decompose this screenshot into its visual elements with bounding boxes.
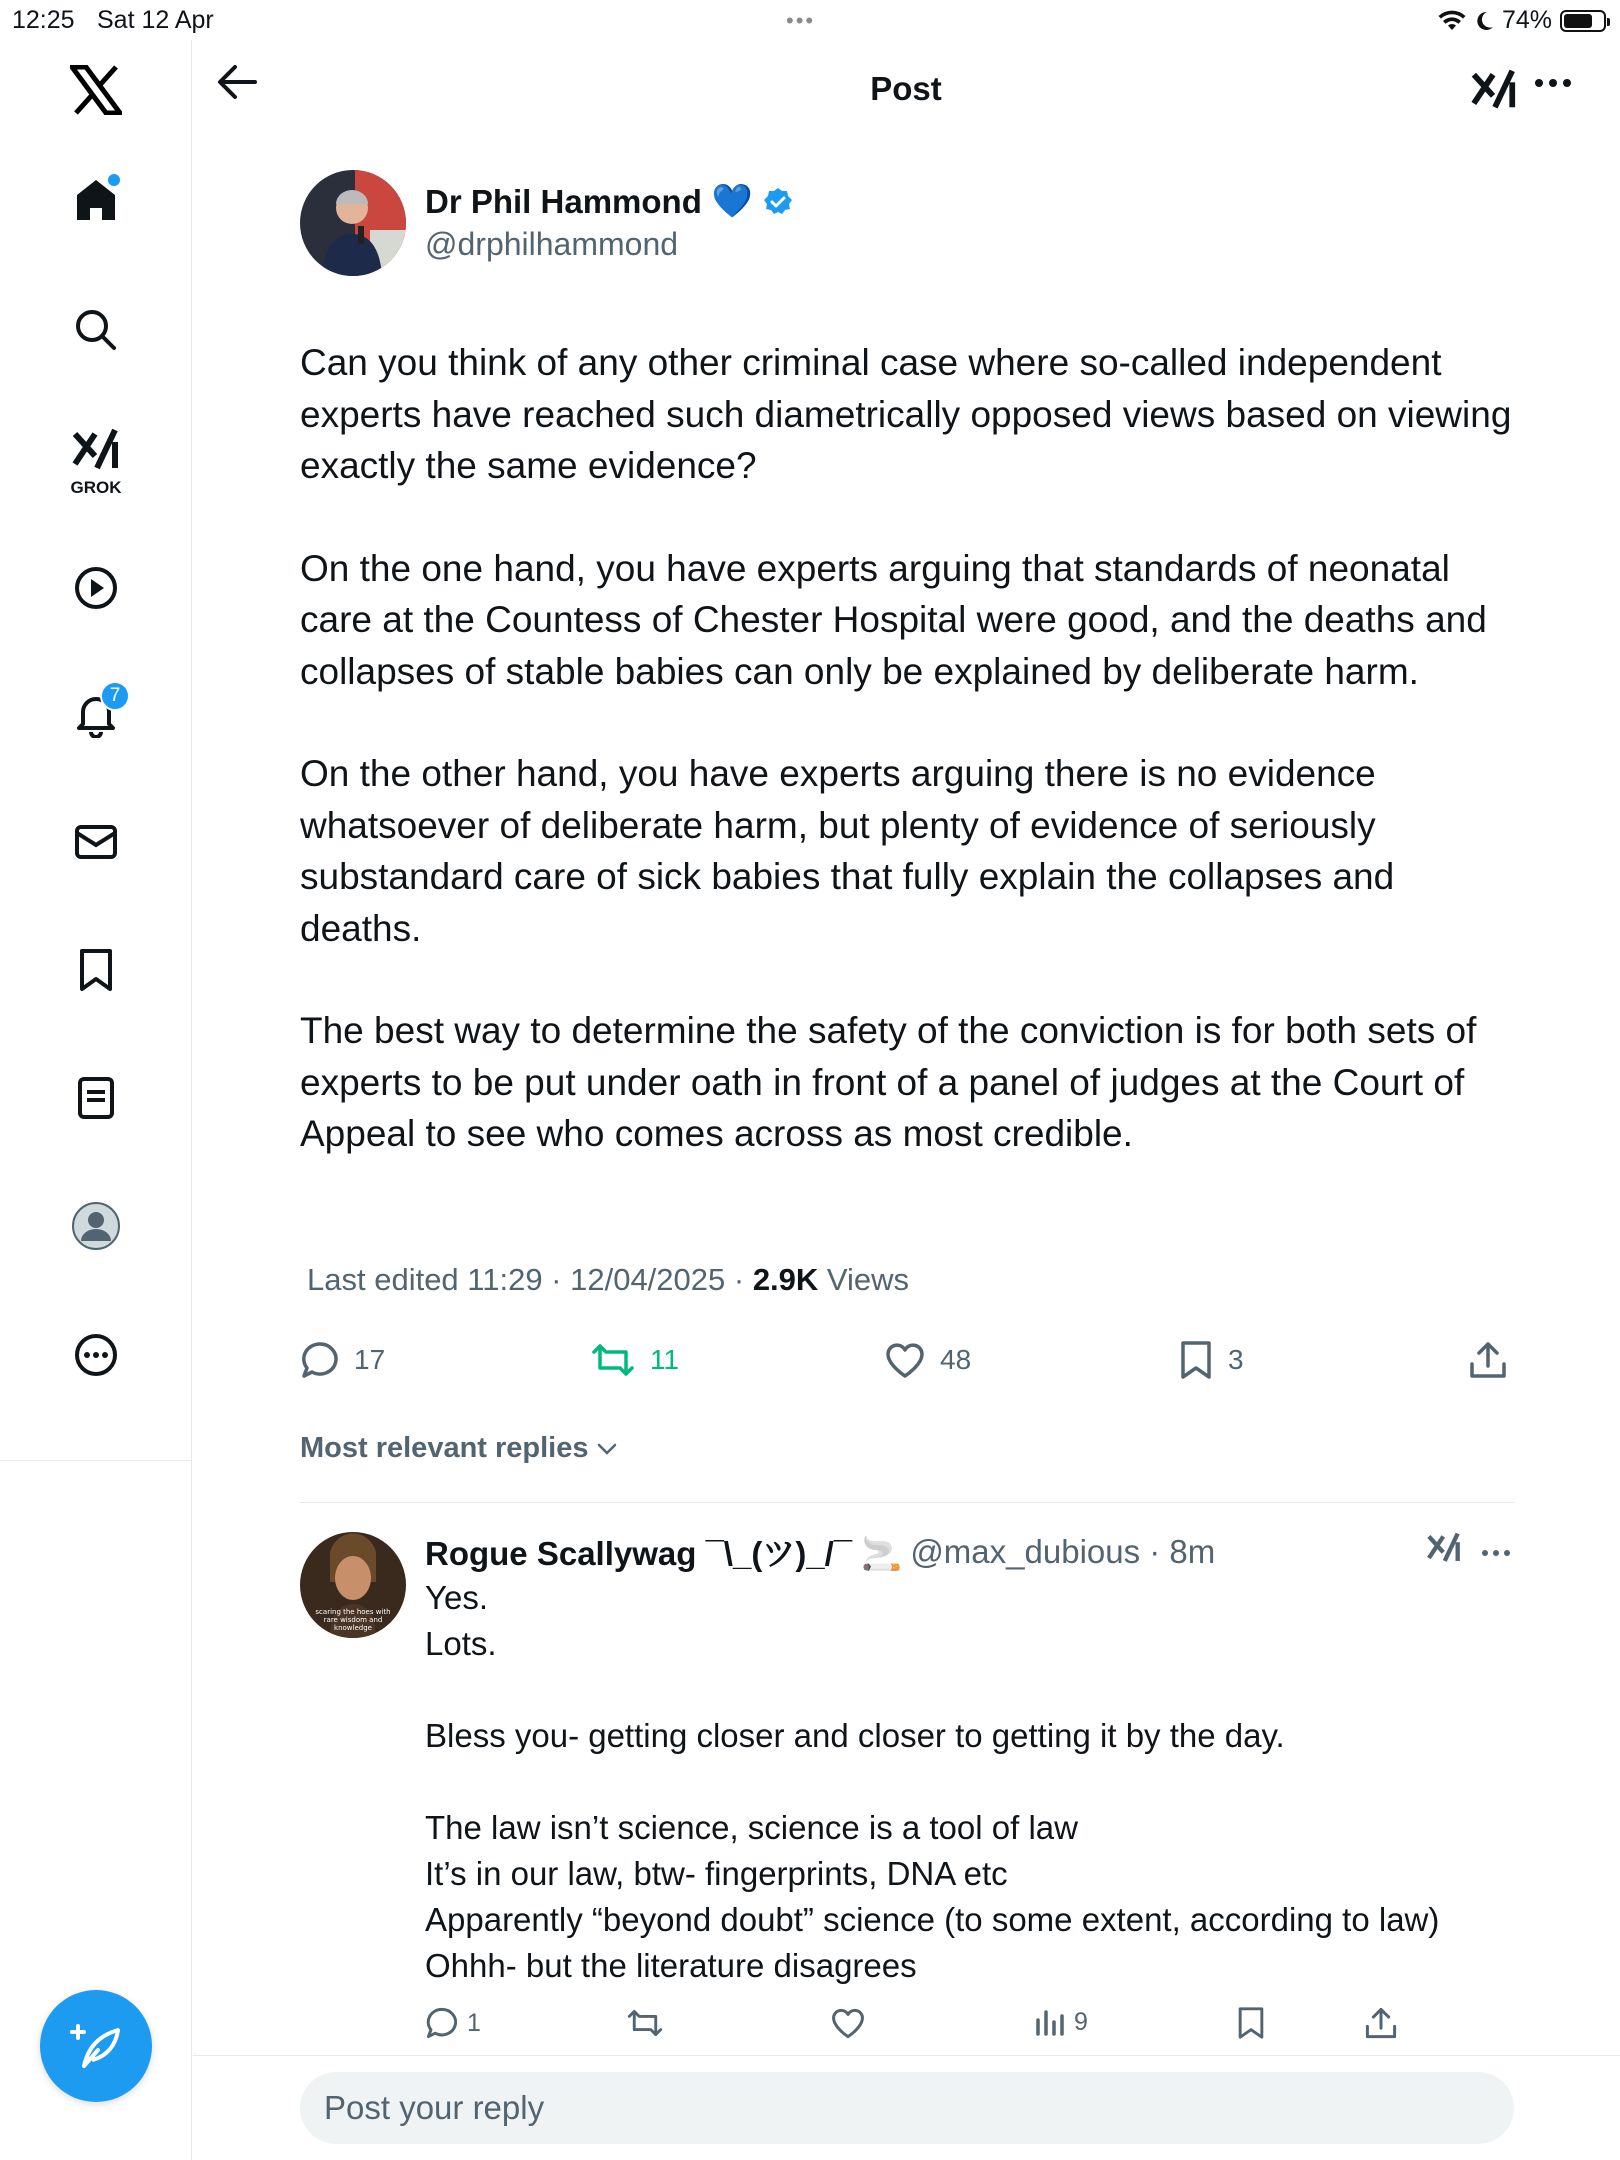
reply-like-action[interactable] (830, 2006, 866, 2040)
reply-avatar[interactable] (300, 1532, 406, 1638)
repost-icon (626, 2006, 664, 2040)
post-paragraph: Can you think of any other criminal case where so-called independent experts have reached such diametrically opposed views based on viewing exactly the same evidence? (300, 342, 1512, 486)
rail-divider (0, 1460, 192, 1461)
share-action[interactable] (1468, 1340, 1508, 1380)
blue-heart-emoji: 💙 (711, 182, 753, 219)
like-action[interactable] (884, 1340, 971, 1380)
author-avatar[interactable] (300, 170, 406, 276)
nav-notifications[interactable] (66, 685, 126, 745)
nav-home[interactable] (66, 170, 126, 230)
header-more-button[interactable] (1533, 76, 1573, 94)
reply-repost-action[interactable] (626, 2006, 664, 2040)
more-horizontal-icon (1480, 1548, 1512, 1558)
reply-line: The law isn’t science, science is a tool of law (425, 1809, 1078, 1846)
author-name[interactable] (425, 182, 793, 221)
reply-views-action[interactable] (1034, 2006, 1088, 2038)
reply-reply-action[interactable] (425, 2006, 481, 2040)
grok-icon (1470, 66, 1518, 114)
post-meta (307, 1262, 909, 1298)
reply-count: 17 (354, 1344, 386, 1375)
reply-line: Apparently “beyond doubt” science (to some extent, according to law) (425, 1901, 1440, 1938)
nav-explore[interactable] (66, 300, 126, 360)
reply-blank-line (425, 1759, 1525, 1805)
profile-avatar-icon (71, 1201, 121, 1251)
nav-messages[interactable] (66, 812, 126, 872)
list-icon (73, 1075, 119, 1121)
post-paragraph: The best way to determine the safety of the conviction is for both sets of experts to be put under oath in front of a panel of judges at the Court of Appeal to see who comes across as most credible. (300, 1010, 1477, 1154)
compose-post-button[interactable] (40, 1990, 152, 2102)
bookmark-count: 3 (1228, 1344, 1244, 1375)
status-bar (0, 0, 1620, 40)
status-date: Sat 12 Apr (97, 6, 214, 34)
bookmark-icon (1236, 2006, 1266, 2040)
grok-icon (1426, 1530, 1462, 1566)
divider (300, 1502, 1514, 1503)
svg-text:rare wisdom and: rare wisdom and (323, 1616, 383, 1624)
more-horizontal-icon (1533, 77, 1573, 89)
replies-sort-label: Most relevant replies (300, 1432, 589, 1464)
reply-line: Bless you- getting closer and closer to getting it by the day. (425, 1717, 1285, 1754)
nav-video[interactable] (66, 558, 126, 618)
svg-text:knowledge: knowledge (334, 1624, 372, 1632)
home-new-dot (108, 174, 120, 186)
left-nav-rail (0, 40, 192, 2160)
reply-grok-button[interactable] (1426, 1530, 1462, 1571)
reply-author-name[interactable]: Rogue Scallywag ¯\_(ツ)_/¯ 🚬 (425, 1535, 903, 1572)
battery-icon (1560, 10, 1606, 32)
post-text (300, 337, 1520, 1211)
repost-count: 11 (650, 1344, 680, 1375)
battery-percent: 74% (1501, 6, 1552, 34)
grok-icon (71, 428, 121, 472)
reply-line: Lots. (425, 1625, 497, 1662)
like-count: 48 (940, 1344, 972, 1375)
moon-icon (1474, 10, 1494, 32)
views-label: Views (818, 1262, 910, 1297)
status-time: 12:25 (12, 6, 75, 34)
heart-icon (884, 1340, 926, 1380)
mail-icon (73, 819, 119, 865)
heart-icon (830, 2006, 866, 2040)
compose-divider (193, 2055, 1620, 2056)
reply-bookmark-action[interactable] (1236, 2006, 1266, 2040)
wifi-icon (1438, 10, 1466, 32)
status-right (1438, 6, 1606, 35)
reply-reply-count: 1 (467, 2008, 481, 2037)
post-paragraph: On the one hand, you have experts arguing that standards of neonatal care at the Countess of Chester Hospital were good, and the deaths and collapses of stable babies can only be explained by deliberate harm. (300, 547, 1487, 692)
author-handle[interactable]: @drphilhammond (425, 226, 679, 262)
reply-compose-input[interactable] (300, 2072, 1514, 2144)
edited-timestamp[interactable]: Last edited 11:29 · 12/04/2025 · (307, 1262, 753, 1297)
repost-icon (590, 1340, 636, 1380)
chevron-down-icon (595, 1437, 619, 1461)
avatar-caption-text: scaring the hoes with (315, 1608, 391, 1616)
page-title: Post (870, 70, 942, 107)
search-icon (74, 308, 118, 352)
reply-line: Yes. (425, 1579, 489, 1616)
reply-views-count: 9 (1074, 2007, 1088, 2036)
multitask-dots-icon[interactable]: ••• (786, 8, 816, 33)
reply-text (425, 1575, 1525, 1989)
play-icon (73, 565, 119, 611)
reply-line: Ohhh- but the literature disagrees (425, 1947, 917, 1984)
reply-action[interactable] (300, 1340, 385, 1380)
grok-label: GROK (70, 478, 122, 497)
share-icon (1468, 1340, 1508, 1380)
nav-bookmarks[interactable] (66, 940, 126, 1000)
reply-line: It’s in our law, btw- fingerprints, DNA etc (425, 1855, 1008, 1892)
more-circle-icon (73, 1332, 119, 1378)
reply-icon (300, 1340, 340, 1380)
author-name-text: Dr Phil Hammond (425, 182, 702, 220)
analytics-icon (1034, 2006, 1066, 2038)
reply-compose-placeholder: Post your reply (324, 2089, 545, 2126)
bookmark-icon (1178, 1340, 1214, 1380)
nav-more[interactable] (66, 1325, 126, 1385)
views-count: 2.9K (752, 1262, 819, 1297)
reply-more-button[interactable] (1480, 1545, 1512, 1563)
reply-author-handle[interactable]: @max_dubious · 8m (910, 1532, 1216, 1570)
header-grok-button[interactable] (1470, 66, 1518, 119)
nav-profile[interactable] (66, 1196, 126, 1256)
verified-badge-icon (763, 187, 793, 217)
bookmark-icon (73, 947, 119, 993)
post-paragraph: On the other hand, you have experts arguing there is no evidence whatsoever of deliberate harm, but plenty of evidence of seriously substandard care of sick babies that fully explain the collapses and deaths. (300, 753, 1395, 949)
reply-icon (425, 2006, 459, 2040)
reply-header (425, 1528, 1215, 1575)
repost-action[interactable] (590, 1340, 679, 1380)
share-icon (1364, 2006, 1398, 2040)
nav-grok[interactable] (66, 420, 126, 480)
bookmark-action[interactable] (1178, 1340, 1244, 1380)
replies-sort-dropdown[interactable] (300, 1432, 619, 1465)
reply-blank-line (425, 1667, 1525, 1713)
nav-lists[interactable] (66, 1068, 126, 1128)
notifications-badge: 7 (100, 681, 130, 711)
reply-share-action[interactable] (1364, 2006, 1398, 2040)
compose-feather-icon (68, 2018, 124, 2074)
